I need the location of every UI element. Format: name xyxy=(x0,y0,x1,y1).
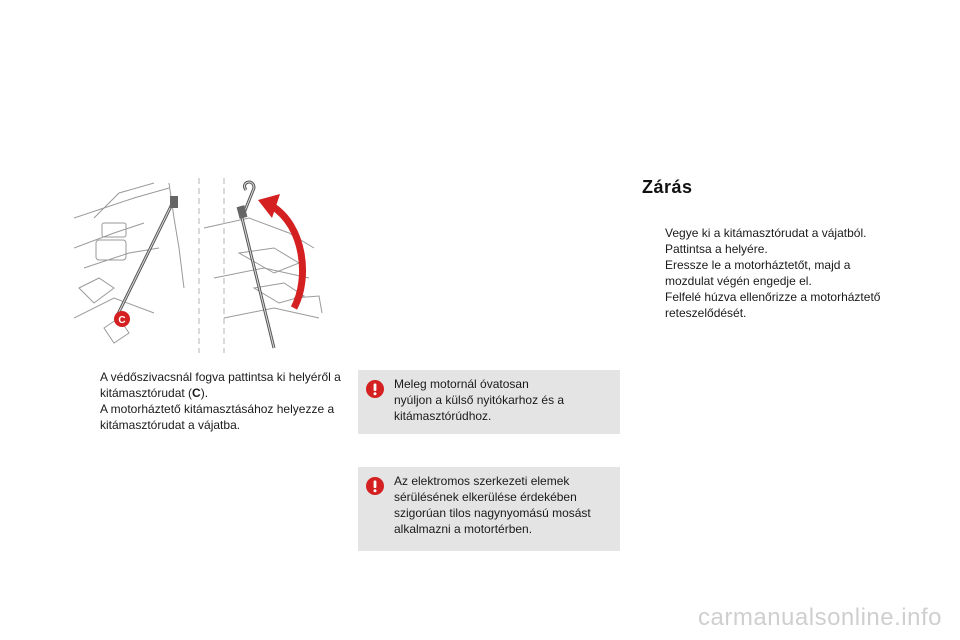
warning-2-line-4: alkalmazni a motortérben. xyxy=(394,522,533,536)
warning-1-line-2: nyúljon a külső nyitókarhoz és a xyxy=(394,393,565,407)
open-step-1-text-end: ). xyxy=(200,386,209,400)
open-step-1-text: A védőszivacsnál fogva pattintsa ki helyéről a kitámasztórudat ( xyxy=(100,370,341,400)
callout-c-label: C xyxy=(118,315,126,326)
warning-icon xyxy=(366,477,384,495)
closing-step-2-text: Pattintsa a helyére. xyxy=(665,242,768,256)
closing-step-2 xyxy=(642,241,902,257)
closing-step-3 xyxy=(642,257,902,289)
open-steps-list xyxy=(78,369,350,433)
warning-icon xyxy=(366,380,384,398)
hood-prop-rod-illustration xyxy=(74,178,324,353)
warning-2-line-3: szigorúan tilos nagynyomású mosást xyxy=(394,506,591,520)
warning-1-line-3: kitámasztórúdhoz. xyxy=(394,409,492,423)
closing-step-1 xyxy=(642,225,902,241)
open-step-1 xyxy=(78,369,350,401)
warning-pressure-wash xyxy=(358,467,620,551)
warning-hot-engine xyxy=(358,370,620,434)
closing-step-3-text: Eressze le a motorháztetőt, majd a mozdulat végén engedje el. xyxy=(665,258,851,288)
closing-section-title: Zárás xyxy=(642,177,693,197)
closing-step-4-text: Felfelé húzva ellenőrizze a motorháztető reteszelődését. xyxy=(665,290,881,320)
watermark: carmanualsonline.info xyxy=(698,604,942,631)
open-step-2 xyxy=(78,401,350,433)
open-step-1-ref: C xyxy=(192,386,201,400)
closing-steps-list xyxy=(642,225,902,321)
open-step-2-text: A motorháztető kitámasztásához helyezze a kitámasztórudat a vájatba. xyxy=(100,402,335,432)
closing-step-1-text: Vegye ki a kitámasztórudat a vájatból. xyxy=(665,226,867,240)
warning-2-line-1: Az elektromos szerkezeti elemek xyxy=(394,474,570,488)
closing-step-4 xyxy=(642,289,902,321)
warning-1-line-1: Meleg motornál óvatosan xyxy=(394,377,529,391)
warning-2-line-2: sérülésének elkerülése érdekében xyxy=(394,490,577,504)
